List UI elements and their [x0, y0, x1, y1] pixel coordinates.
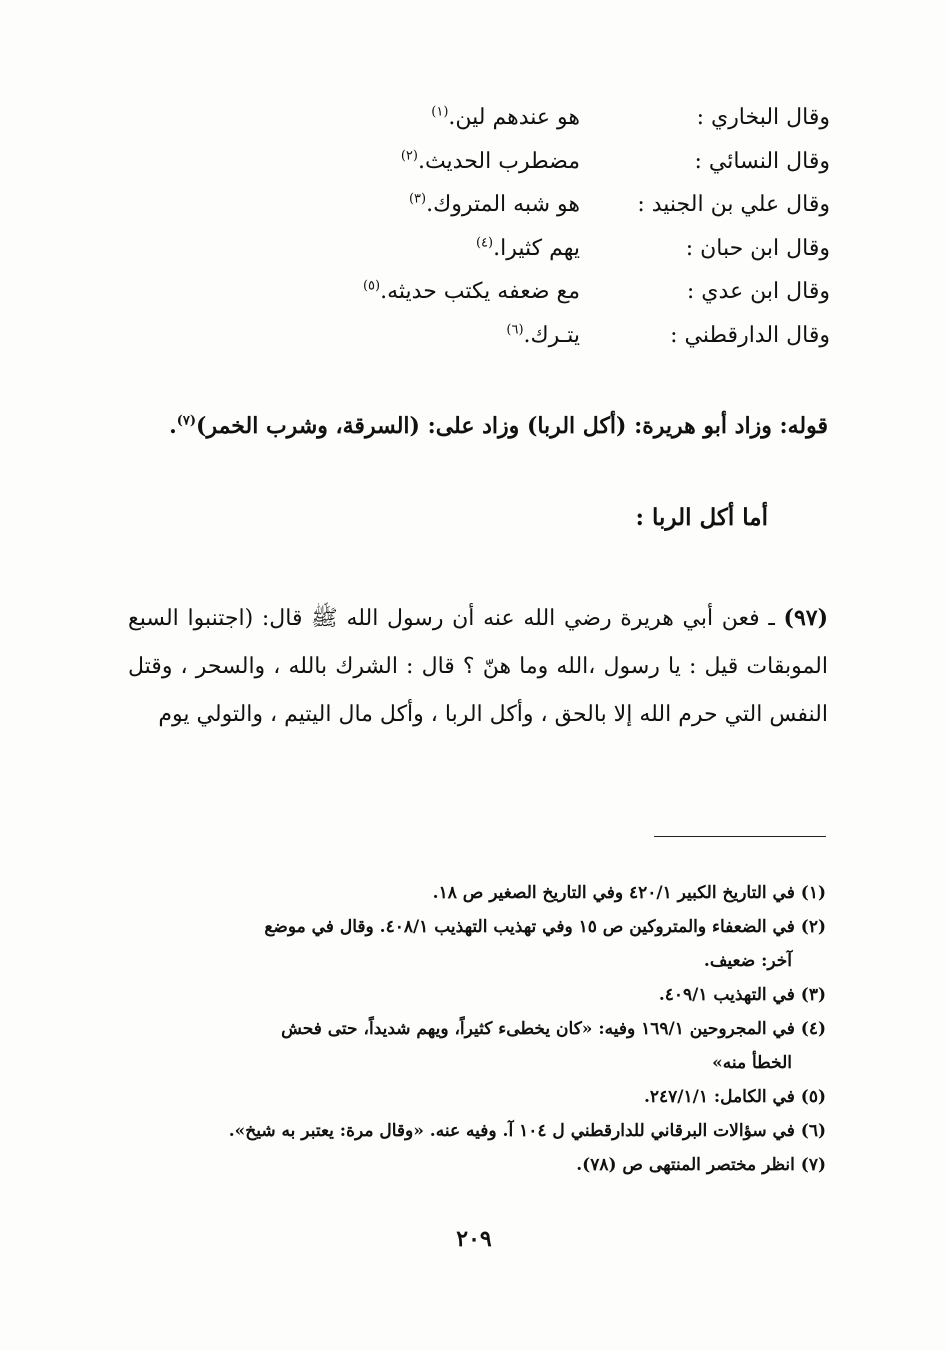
saying-speaker: وقال ابن حبان :	[685, 235, 830, 261]
saying-speaker: وقال ابن عدي :	[686, 279, 830, 305]
footnote-text: (٤) في المجروحين ١٦٩/١ وفيه: «كان يخطىء كثيراً، ويهم شديداً، حتى فحش	[281, 1019, 826, 1039]
footnote-ref: (٣)	[408, 191, 427, 207]
commentary-paragraph	[128, 402, 828, 450]
saying-verdict-text: هو شبه المتروك.	[426, 192, 580, 218]
saying-row	[310, 314, 830, 358]
footnote	[128, 1114, 826, 1148]
saying-verdict-text: يهم كثيرا.	[493, 235, 580, 261]
footnote-ref: (٦)	[506, 322, 524, 338]
saying-verdict	[431, 105, 580, 130]
saying-verdict-text: مضطرب الحديث.	[417, 148, 580, 174]
footnote	[128, 876, 826, 910]
footnote	[128, 978, 826, 1012]
footnote-text: (١) في التاريخ الكبير ٤٢٠/١ وفي التاريخ الصغير ص ١٨.	[432, 883, 826, 903]
saying-verdict-text: هو عندهم لين.	[448, 105, 580, 131]
saying-verdict	[401, 149, 580, 174]
saying-speaker: وقال النسائي :	[694, 148, 830, 174]
saying-speaker: وقال علي بن الجنيد :	[637, 192, 830, 218]
footnote-continuation: آخر: ضعيف.	[703, 951, 792, 971]
saying-row	[310, 96, 830, 140]
footnote-text: (٢) في الضعفاء والمتروكين ص ١٥ وفي تهذيب التهذيب ٤٠٨/١. وقال في موضع	[264, 917, 826, 937]
commentary-text: قوله: وزاد أبو هريرة: (أكل الربا) وزاد على: (السرقة، وشرب الخمر)	[196, 413, 828, 439]
footnotes-list	[128, 876, 826, 1182]
hadith-text: ـ فعن أبي هريرة رضي الله عنه أن رسول الله ﷺ قال: (اجتنبوا السبع الموبقات قيل : يا رسول ،الله وما هنّ ؟ قال : الشرك بالله ، والسحر ، وقتل النفس التي حرم الله إلا بالحق ، وأكل الربا ، وأكل مال اليتيم ، والتولي يوم	[128, 606, 828, 727]
section-heading: أما أكل الربا :	[635, 504, 768, 531]
footnote-text: (٧) انظر مختصر المنتهى ص (٧٨).	[576, 1155, 826, 1175]
saying-verdict-text: يتـرك.	[523, 322, 580, 348]
saying-row	[310, 140, 830, 184]
footnote-ref: (٢)	[400, 148, 418, 164]
footnote-ref: (٤)	[475, 235, 494, 251]
narrator-sayings-list	[310, 96, 830, 357]
footnote-text: (٣) في التهذيب ٤٠٩/١.	[658, 985, 826, 1005]
saying-row	[310, 227, 830, 271]
footnote-ref: (٥)	[362, 278, 381, 294]
saying-row	[310, 183, 830, 227]
saying-row	[310, 270, 830, 314]
commentary-end: .	[169, 413, 177, 439]
footnote-divider	[654, 836, 826, 837]
saying-verdict	[476, 236, 580, 261]
page-number: ٢٠٩	[456, 1226, 492, 1252]
footnote-ref: (١)	[431, 104, 449, 120]
footnote	[128, 1148, 826, 1182]
saying-verdict	[409, 192, 580, 217]
saying-speaker: وقال البخاري :	[696, 105, 830, 131]
footnote-text: (٦) في سؤالات البرقاني للدارقطني ل ١٠٤ آ. وفيه عنه. «وقال مرة: يعتبر به شيخ».	[228, 1121, 826, 1141]
footnote-text: (٥) في الكامل: ٢٤٧/١/١.	[643, 1087, 826, 1107]
hadith-paragraph	[128, 594, 828, 739]
saying-speaker: وقال الدارقطني :	[670, 322, 830, 348]
saying-verdict	[363, 279, 580, 304]
footnote	[128, 1012, 826, 1080]
footnote	[128, 1080, 826, 1114]
footnote-continuation: الخطأ منه»	[712, 1053, 792, 1073]
saying-verdict-text: مع ضعفه يكتب حديثه.	[380, 279, 580, 305]
hadith-number: (٩٧)	[783, 605, 828, 631]
saying-verdict	[506, 323, 580, 348]
footnote	[128, 910, 826, 978]
footnote-ref: (٧)	[176, 413, 197, 429]
